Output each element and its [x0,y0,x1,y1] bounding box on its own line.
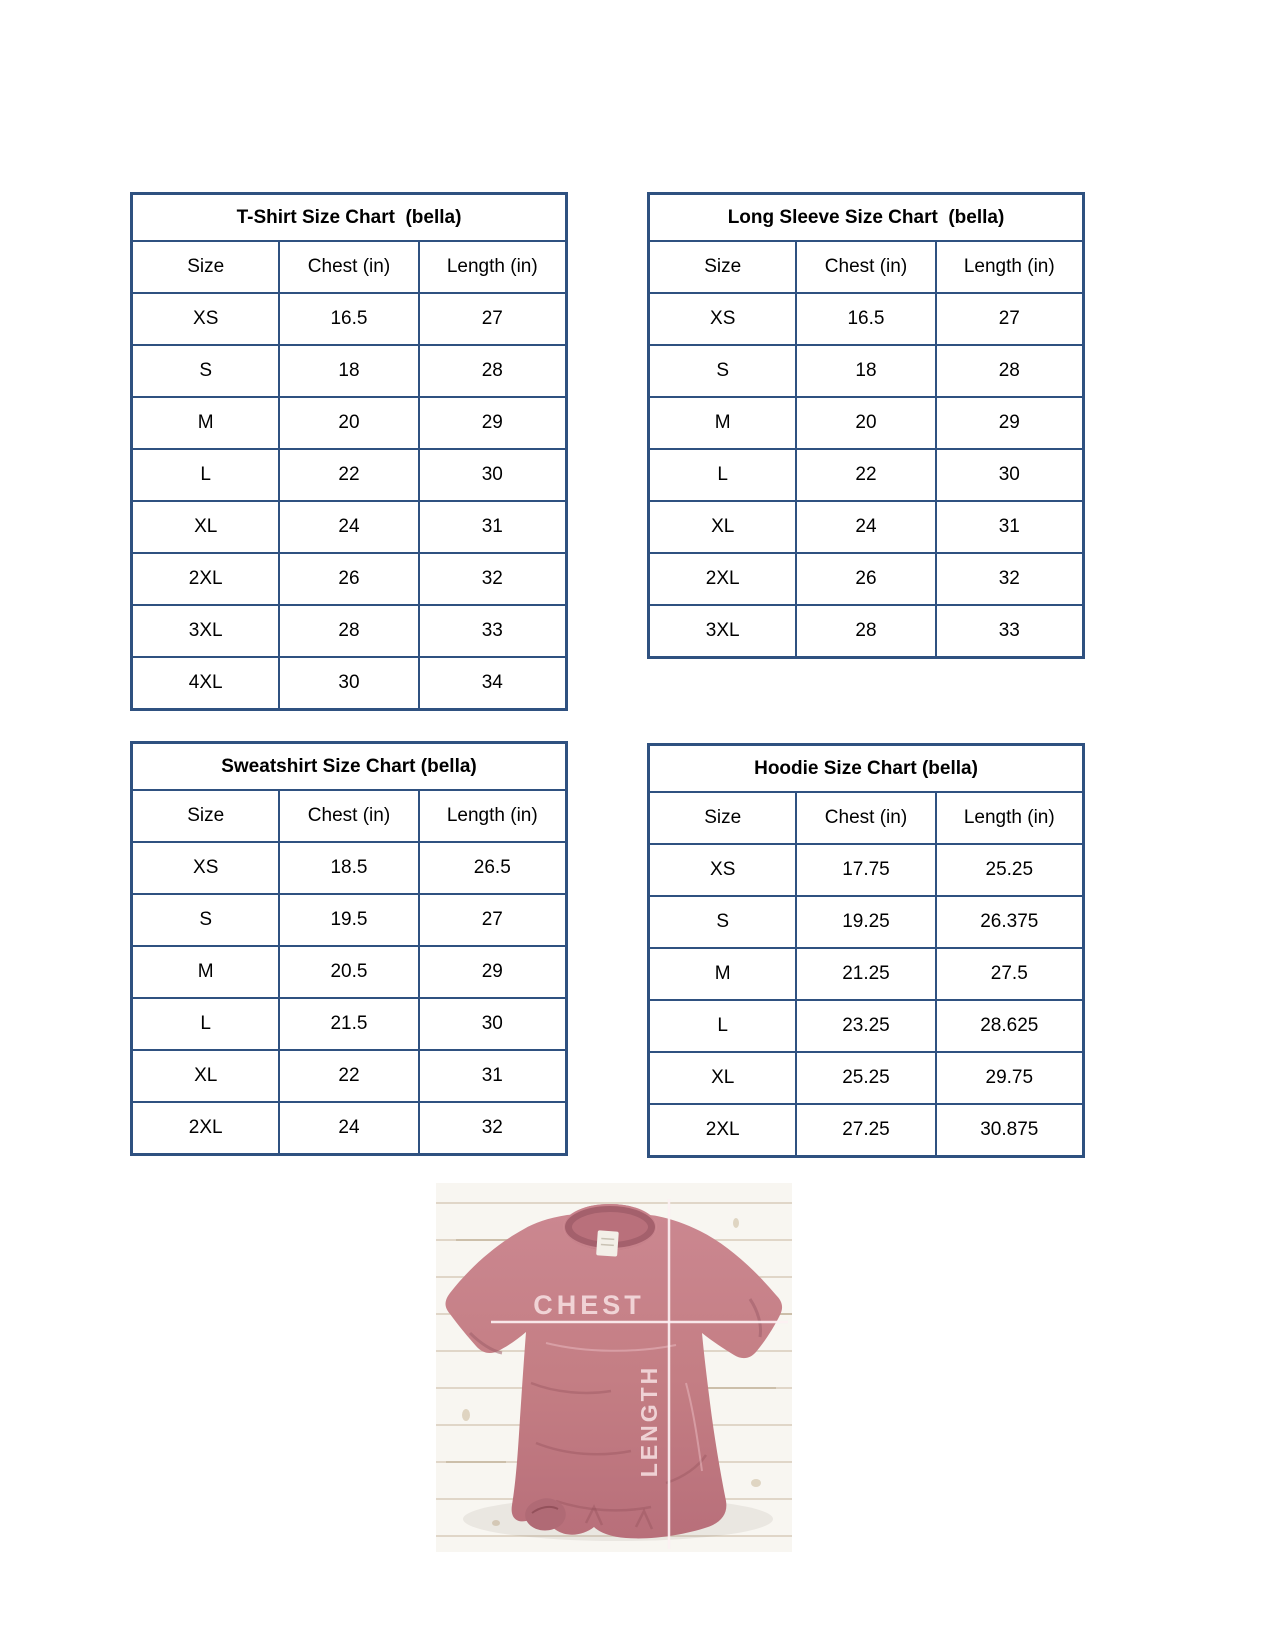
tshirt-measurement-photo [436,1183,792,1552]
table-cell: L [132,998,280,1050]
table-cell: 29 [419,397,567,449]
table-cell: 4XL [132,657,280,710]
table-cell: S [132,894,280,946]
table-cell: XS [132,842,280,894]
table-cell: 24 [796,501,935,553]
column-header: Length (in) [419,241,567,293]
table-cell: L [649,449,797,501]
table-cell: 25.25 [936,844,1084,896]
table-row [132,553,567,605]
table-cell: 31 [419,501,567,553]
tshirt-photo-svg [436,1183,792,1552]
hoodie-size-table [647,743,1085,1158]
table-title-row [132,743,567,791]
table-row [649,948,1084,1000]
table-cell: XL [649,501,797,553]
table-cell: 18.5 [279,842,418,894]
table-title-row [132,194,567,242]
table-row [132,842,567,894]
table-cell: XL [132,501,280,553]
table-cell: 2XL [649,553,797,605]
table-cell: 25.25 [796,1052,935,1104]
table-cell: 27 [419,293,567,345]
table-cell: 29.75 [936,1052,1084,1104]
table-cell: XS [649,844,797,896]
table-cell: 21.25 [796,948,935,1000]
table-cell: 3XL [132,605,280,657]
table-row [132,894,567,946]
table-cell: M [649,397,797,449]
table-header-row [132,241,567,293]
table-cell: 28 [796,605,935,658]
table-cell: 30 [936,449,1084,501]
table-cell: 17.75 [796,844,935,896]
table-cell: 28 [279,605,418,657]
column-header: Length (in) [936,241,1084,293]
table-cell: 27.25 [796,1104,935,1157]
table-row [649,844,1084,896]
table-cell: 28 [419,345,567,397]
table-row [649,896,1084,948]
table-cell: 34 [419,657,567,710]
table-row [132,293,567,345]
neck-tag [596,1230,619,1256]
table-cell: 32 [936,553,1084,605]
table-cell: 24 [279,501,418,553]
table-cell: XL [132,1050,280,1102]
table-cell: 16.5 [279,293,418,345]
longsleeve-size-table [647,192,1085,659]
column-header: Chest (in) [796,792,935,844]
table-cell: 22 [279,449,418,501]
table-cell: L [649,1000,797,1052]
table-cell: 33 [419,605,567,657]
table-row [132,946,567,998]
column-header: Chest (in) [279,790,418,842]
table-row [649,449,1084,501]
table-cell: 21.5 [279,998,418,1050]
column-header: Size [649,792,797,844]
table-cell: 27 [936,293,1084,345]
table-header-row [132,790,567,842]
table-cell: 30 [279,657,418,710]
table-cell: 30 [419,449,567,501]
table-cell: 2XL [132,553,280,605]
table-row [132,1050,567,1102]
table-cell: M [649,948,797,1000]
table-cell: 33 [936,605,1084,658]
table-row [132,449,567,501]
table-row [649,1104,1084,1157]
table-cell: 20 [796,397,935,449]
table-title: Sweatshirt Size Chart (bella) [132,743,567,791]
table-cell: S [649,345,797,397]
table-row [649,1052,1084,1104]
table-cell: S [132,345,280,397]
column-header: Size [132,790,280,842]
table-cell: 31 [936,501,1084,553]
table-cell: 30.875 [936,1104,1084,1157]
column-header: Size [132,241,280,293]
table-row [649,553,1084,605]
table-row [132,345,567,397]
table-cell: M [132,397,280,449]
table-cell: 30 [419,998,567,1050]
table-cell: 18 [796,345,935,397]
table-cell: 3XL [649,605,797,658]
length-label: LENGTH [636,1364,662,1478]
chest-label: CHEST [533,1290,645,1320]
table-cell: 32 [419,553,567,605]
table-cell: M [132,946,280,998]
table-cell: XS [649,293,797,345]
table-title: Hoodie Size Chart (bella) [649,745,1084,793]
table-cell: 19.5 [279,894,418,946]
column-header: Length (in) [936,792,1084,844]
table-title: T-Shirt Size Chart (bella) [132,194,567,242]
table-cell: 28 [936,345,1084,397]
table-cell: 16.5 [796,293,935,345]
column-header: Size [649,241,797,293]
table-title: Long Sleeve Size Chart (bella) [649,194,1084,242]
column-header: Length (in) [419,790,567,842]
table-row [132,397,567,449]
table-cell: 29 [419,946,567,998]
table-cell: 23.25 [796,1000,935,1052]
table-cell: L [132,449,280,501]
column-header: Chest (in) [279,241,418,293]
table-row [132,501,567,553]
table-title-row [649,194,1084,242]
table-row [649,293,1084,345]
table-cell: 28.625 [936,1000,1084,1052]
table-cell: 26 [279,553,418,605]
table-row [649,605,1084,658]
table-row [132,998,567,1050]
table-row [132,1102,567,1155]
table-row [649,397,1084,449]
table-row [132,657,567,710]
table-cell: S [649,896,797,948]
table-cell: 22 [796,449,935,501]
table-cell: 19.25 [796,896,935,948]
table-cell: 26.5 [419,842,567,894]
table-cell: XL [649,1052,797,1104]
table-cell: 20 [279,397,418,449]
column-header: Chest (in) [796,241,935,293]
table-cell: 32 [419,1102,567,1155]
table-title-row [649,745,1084,793]
table-row [649,345,1084,397]
table-cell: 18 [279,345,418,397]
table-cell: XS [132,293,280,345]
table-row [132,605,567,657]
table-cell: 24 [279,1102,418,1155]
table-row [649,501,1084,553]
table-cell: 27 [419,894,567,946]
table-cell: 20.5 [279,946,418,998]
table-cell: 26.375 [936,896,1084,948]
table-header-row [649,241,1084,293]
tshirt-size-table [130,192,568,711]
table-cell: 2XL [132,1102,280,1155]
table-header-row [649,792,1084,844]
table-cell: 29 [936,397,1084,449]
sweatshirt-size-table [130,741,568,1156]
table-row [649,1000,1084,1052]
table-cell: 31 [419,1050,567,1102]
table-cell: 2XL [649,1104,797,1157]
table-cell: 26 [796,553,935,605]
table-cell: 27.5 [936,948,1084,1000]
table-cell: 22 [279,1050,418,1102]
